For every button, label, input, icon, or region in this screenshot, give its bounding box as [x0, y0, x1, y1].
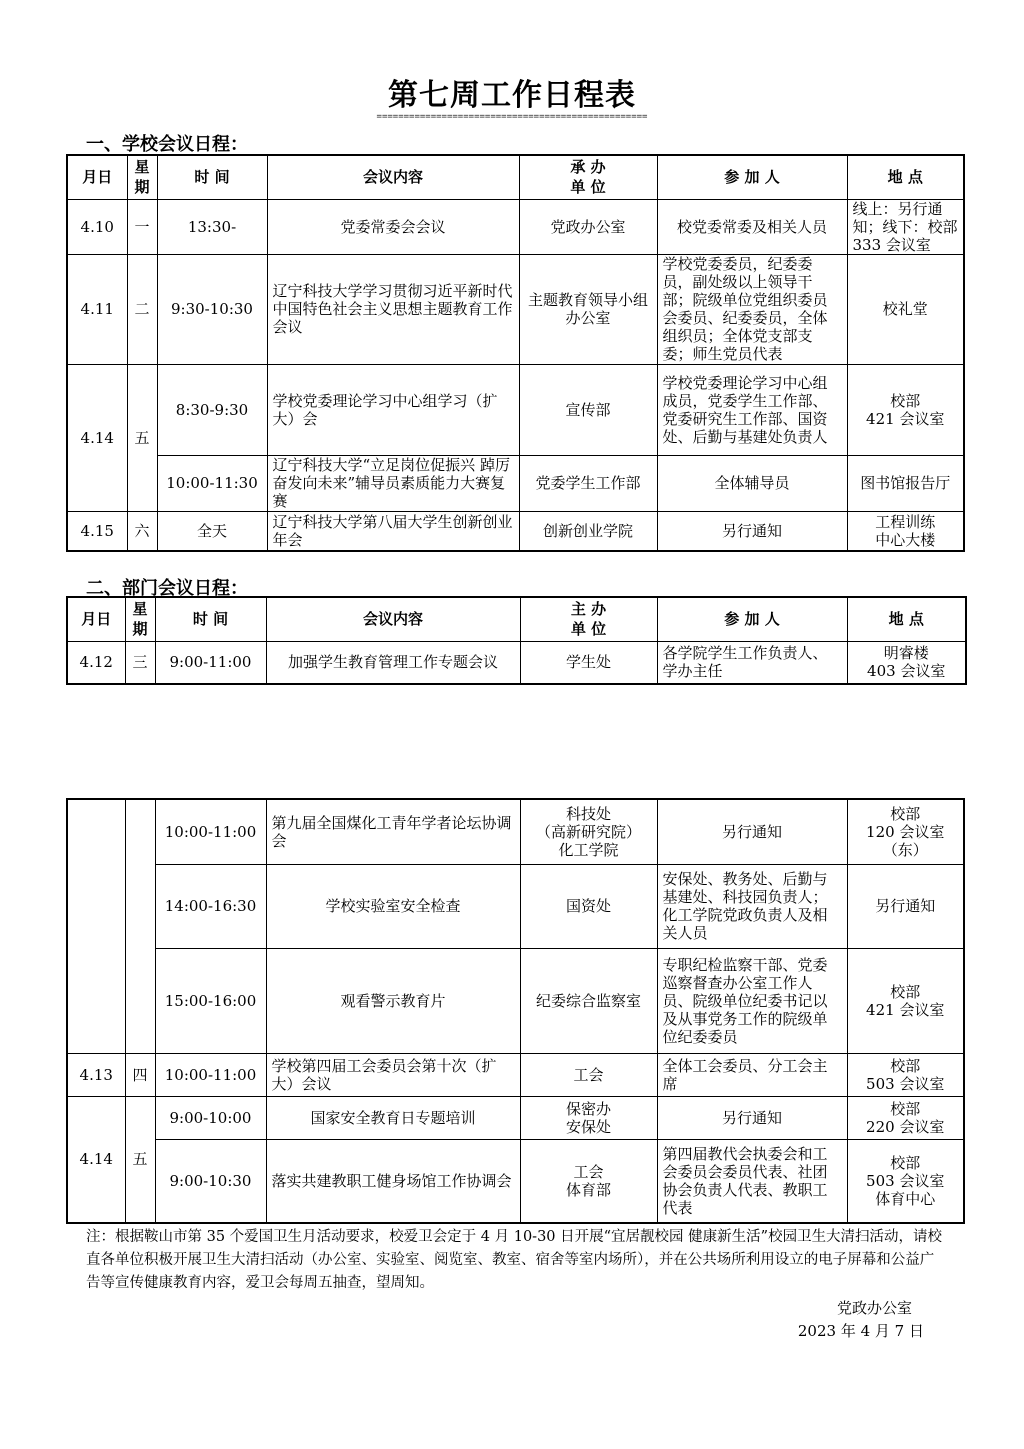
cell-date: 4.14 [67, 364, 127, 511]
cell-time: 15:00-16:00 [155, 948, 266, 1053]
header-time: 时 间 [155, 597, 266, 641]
cell-time: 全天 [157, 511, 267, 551]
cell-date: 4.10 [67, 199, 127, 254]
cell-participants: 全体工会委员、分工会主席 [657, 1053, 847, 1096]
header-date: 月日 [67, 597, 125, 641]
table-header-row [67, 597, 966, 641]
cell-organizer: 科技处 （高新研究院） 化工学院 [520, 799, 657, 864]
cell-weekday: 五 [127, 364, 157, 511]
cell-content: 辽宁科技大学学习贯彻习近平新时代中国特色社会主义思想主题教育工作会议 [267, 254, 519, 364]
header-content: 会议内容 [267, 155, 519, 199]
cell-participants: 安保处、教务处、后勤与基建处、科技园负责人；化工学院党政负责人及相关人员 [657, 864, 847, 948]
school-meetings-table [66, 154, 965, 552]
cell-location: 校部 503 会议室 [847, 1053, 964, 1096]
cell-organizer: 国资处 [520, 864, 657, 948]
table-row [67, 511, 964, 551]
header-time: 时 间 [157, 155, 267, 199]
cell-participants: 另行通知 [657, 511, 847, 551]
header-location: 地 点 [847, 155, 964, 199]
cell-time: 8:30-9:30 [157, 364, 267, 455]
cell-time: 9:00-11:00 [155, 641, 266, 684]
cell-time: 9:00-10:30 [155, 1139, 266, 1223]
cell-time: 10:00-11:30 [157, 455, 267, 511]
cell-content: 辽宁科技大学第八届大学生创新创业年会 [267, 511, 519, 551]
cell-time: 10:00-11:00 [155, 1053, 266, 1096]
header-date: 月日 [67, 155, 127, 199]
cell-weekday [125, 799, 155, 1053]
cell-organizer: 学生处 [520, 641, 657, 684]
cell-organizer: 主题教育领导小组办公室 [519, 254, 657, 364]
section-department-meetings: 二、部门会议日程： [86, 578, 248, 599]
cell-location: 另行通知 [847, 864, 964, 948]
cell-location: 校部 421 会议室 [847, 364, 964, 455]
page-title: 第七周工作日程表 [388, 78, 636, 113]
cell-participants: 各学院学生工作负责人、学办主任 [657, 641, 847, 684]
table-row [67, 641, 966, 684]
cell-time: 9:30-10:30 [157, 254, 267, 364]
table-row [67, 1139, 964, 1223]
table-row [67, 1053, 964, 1096]
cell-location: 校礼堂 [847, 254, 964, 364]
cell-time: 14:00-16:30 [155, 864, 266, 948]
signature-office: 党政办公室 [836, 1299, 912, 1317]
cell-date [67, 799, 125, 1053]
header-participants: 参 加 人 [657, 597, 847, 641]
cell-location: 工程训练 中心大楼 [847, 511, 964, 551]
table-row [67, 455, 964, 511]
footnote: 注：根据鞍山市第 35 个爱国卫生月活动要求，校爱卫会定于 4 月 10-30 日开展“宜居靓校园 健康新生活”校园卫生大清扫活动，请校直各单位积极开展卫生大清扫活动（办公室、实验室、阅览室、教室、宿舍等室内场所），并在公共场所利用设立的电子屏幕和公益广告等宣传健康教育内容，爱卫会每周五抽查，望周知。 [86, 1229, 943, 1291]
table-row [67, 364, 964, 455]
cell-organizer: 保密办 安保处 [520, 1096, 657, 1139]
cell-content: 加强学生教育管理工作专题会议 [266, 641, 520, 684]
header-location: 地 点 [847, 597, 966, 641]
cell-content: 落实共建教职工健身场馆工作协调会 [266, 1139, 520, 1223]
department-meetings-table [66, 596, 967, 685]
header-organizer: 主 办 单 位 [520, 597, 657, 641]
cell-content: 观看警示教育片 [266, 948, 520, 1053]
cell-location: 明睿楼 403 会议室 [847, 641, 966, 684]
cell-location: 校部 503 会议室 体育中心 [847, 1139, 964, 1223]
table-row [67, 948, 964, 1053]
cell-weekday: 六 [127, 511, 157, 551]
cell-date: 4.11 [67, 254, 127, 364]
cell-time: 13:30- [157, 199, 267, 254]
cell-content: 学校实验室安全检查 [266, 864, 520, 948]
cell-date: 4.14 [67, 1096, 125, 1223]
cell-organizer: 党委学生工作部 [519, 455, 657, 511]
header-content: 会议内容 [266, 597, 520, 641]
cell-organizer: 纪委综合监察室 [520, 948, 657, 1053]
cell-weekday: 三 [125, 641, 155, 684]
cell-participants: 全体辅导员 [657, 455, 847, 511]
cell-weekday: 五 [125, 1096, 155, 1223]
cell-content: 党委常委会会议 [267, 199, 519, 254]
table-row [67, 254, 964, 364]
section-school-meetings: 一、学校会议日程： [86, 134, 248, 155]
cell-organizer: 创新创业学院 [519, 511, 657, 551]
cell-organizer: 工会 体育部 [520, 1139, 657, 1223]
table-header-row [67, 155, 964, 199]
cell-time: 10:00-11:00 [155, 799, 266, 864]
cell-organizer: 党政办公室 [519, 199, 657, 254]
cell-content: 国家安全教育日专题培训 [266, 1096, 520, 1139]
cell-participants: 校党委常委及相关人员 [657, 199, 847, 254]
table-row [67, 199, 964, 254]
cell-date: 4.13 [67, 1053, 125, 1096]
table-row [67, 799, 964, 864]
cell-participants: 学校党委委员，纪委委员，副处级以上领导干部；院级单位党组织委员会委员、纪委委员，全体组织员；全体党支部支委；师生党员代表 [657, 254, 847, 364]
cell-weekday: 四 [125, 1053, 155, 1096]
department-meetings-table-continued [66, 798, 965, 1224]
cell-participants: 专职纪检监察干部、党委巡察督查办公室工作人员、院级单位纪委书记以及从事党务工作的院级单位纪委委员 [657, 948, 847, 1053]
header-weekday: 星 期 [127, 155, 157, 199]
cell-participants: 另行通知 [657, 799, 847, 864]
cell-content: 学校党委理论学习中心组学习（扩大）会 [267, 364, 519, 455]
title-underline: ================================================== [376, 112, 648, 122]
cell-location: 校部 220 会议室 [847, 1096, 964, 1139]
cell-date: 4.12 [67, 641, 125, 684]
cell-location: 校部 120 会议室 （东） [847, 799, 964, 864]
cell-participants: 另行通知 [657, 1096, 847, 1139]
signature-date: 2023 年 4 月 7 日 [797, 1322, 924, 1340]
cell-location: 线上：另行通知；线下：校部 333 会议室 [847, 199, 964, 254]
table-row [67, 864, 964, 948]
cell-time: 9:00-10:00 [155, 1096, 266, 1139]
table-row [67, 1096, 964, 1139]
cell-participants: 第四届教代会执委会和工会委员会委员代表、社团协会负责人代表、教职工代表 [657, 1139, 847, 1223]
cell-content: 学校第四届工会委员会第十次（扩大）会议 [266, 1053, 520, 1096]
cell-content: 辽宁科技大学“立足岗位促振兴 踔厉奋发向未来”辅导员素质能力大赛复赛 [267, 455, 519, 511]
header-weekday: 星 期 [125, 597, 155, 641]
cell-weekday: 一 [127, 199, 157, 254]
cell-content: 第九届全国煤化工青年学者论坛协调会 [266, 799, 520, 864]
cell-participants: 学校党委理论学习中心组成员，党委学生工作部、党委研究生工作部、国资处、后勤与基建处负责人 [657, 364, 847, 455]
cell-organizer: 宣传部 [519, 364, 657, 455]
header-participants: 参 加 人 [657, 155, 847, 199]
cell-location: 图书馆报告厅 [847, 455, 964, 511]
cell-weekday: 二 [127, 254, 157, 364]
header-organizer: 承 办 单 位 [519, 155, 657, 199]
cell-location: 校部 421 会议室 [847, 948, 964, 1053]
cell-date: 4.15 [67, 511, 127, 551]
cell-organizer: 工会 [520, 1053, 657, 1096]
